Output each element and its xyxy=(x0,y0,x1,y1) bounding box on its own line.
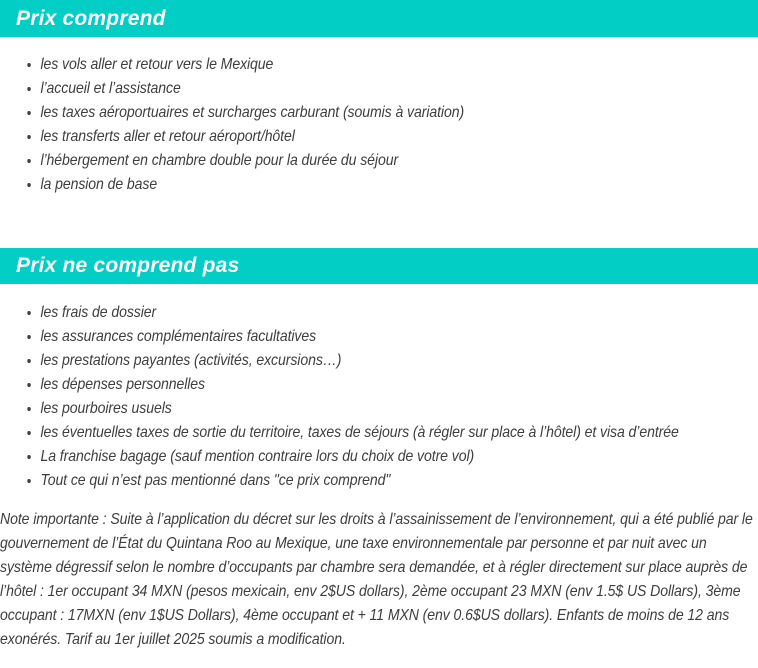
list-item: • les éventuelles taxes de sortie du territoire, taxes de séjours (à régler sur place à l’hôtel) et visa d’entrée xyxy=(40,421,757,445)
section-title-price-includes: Prix comprend xyxy=(16,6,166,30)
list-item: • l’hébergement en chambre double pour la durée du séjour xyxy=(40,149,757,173)
list-item: • les transferts aller et retour aéroport/hôtel xyxy=(40,125,757,149)
list-item: • les taxes aéroportuaires et surcharges carburant (soumis à variation) xyxy=(40,101,757,125)
list-item: • les prestations payantes (activités, excursions…) xyxy=(40,349,757,373)
list-item: • les dépenses personnelles xyxy=(40,373,757,397)
important-note-paragraph: Note importante : Suite à l’application du décret sur les droits à l’assainissement de l’environnement, qui a été publié par le gouvernement de l’État du Quintana Roo au Mexique, une taxe environnementale par personne et par nuit avec un système dégressif selon le nombre d’occupants par chambre sera demandée, et à régler directement sur place auprès de l’hôtel : 1er occupant 34 MXN (pesos mexicain, env 2$US dollars), 2ème occupant 23 MXN (env 1.5$ US Dollars), 3ème occupant : 17MXN (env 1$US Dollars), 4ème occupant et + 11 MXN (env 0.6$US dollars). Enfants de moins de 12 ans exonérés. Tarif au 1er juillet 2025 soumis a modification. xyxy=(0,511,753,648)
list-item: • les frais de dossier xyxy=(40,301,757,325)
list-item: • la pension de base xyxy=(40,173,757,197)
list-item: • Tout ce qui n’est pas mentionné dans "ce prix comprend" xyxy=(40,469,757,493)
list-item: • La franchise bagage (sauf mention contraire lors du choix de votre vol) xyxy=(40,445,757,469)
price-excludes-list xyxy=(0,301,758,493)
section-header-price-excludes xyxy=(0,248,758,284)
section-title-price-excludes: Prix ne comprend pas xyxy=(16,254,240,277)
list-item: • les pourboires usuels xyxy=(40,397,757,421)
price-includes-list xyxy=(0,53,758,197)
list-item: • l’accueil et l’assistance xyxy=(40,77,757,101)
list-item: • les vols aller et retour vers le Mexique xyxy=(40,53,757,77)
section-header-price-includes xyxy=(0,0,758,37)
list-item: • les assurances complémentaires facultatives xyxy=(40,325,757,349)
